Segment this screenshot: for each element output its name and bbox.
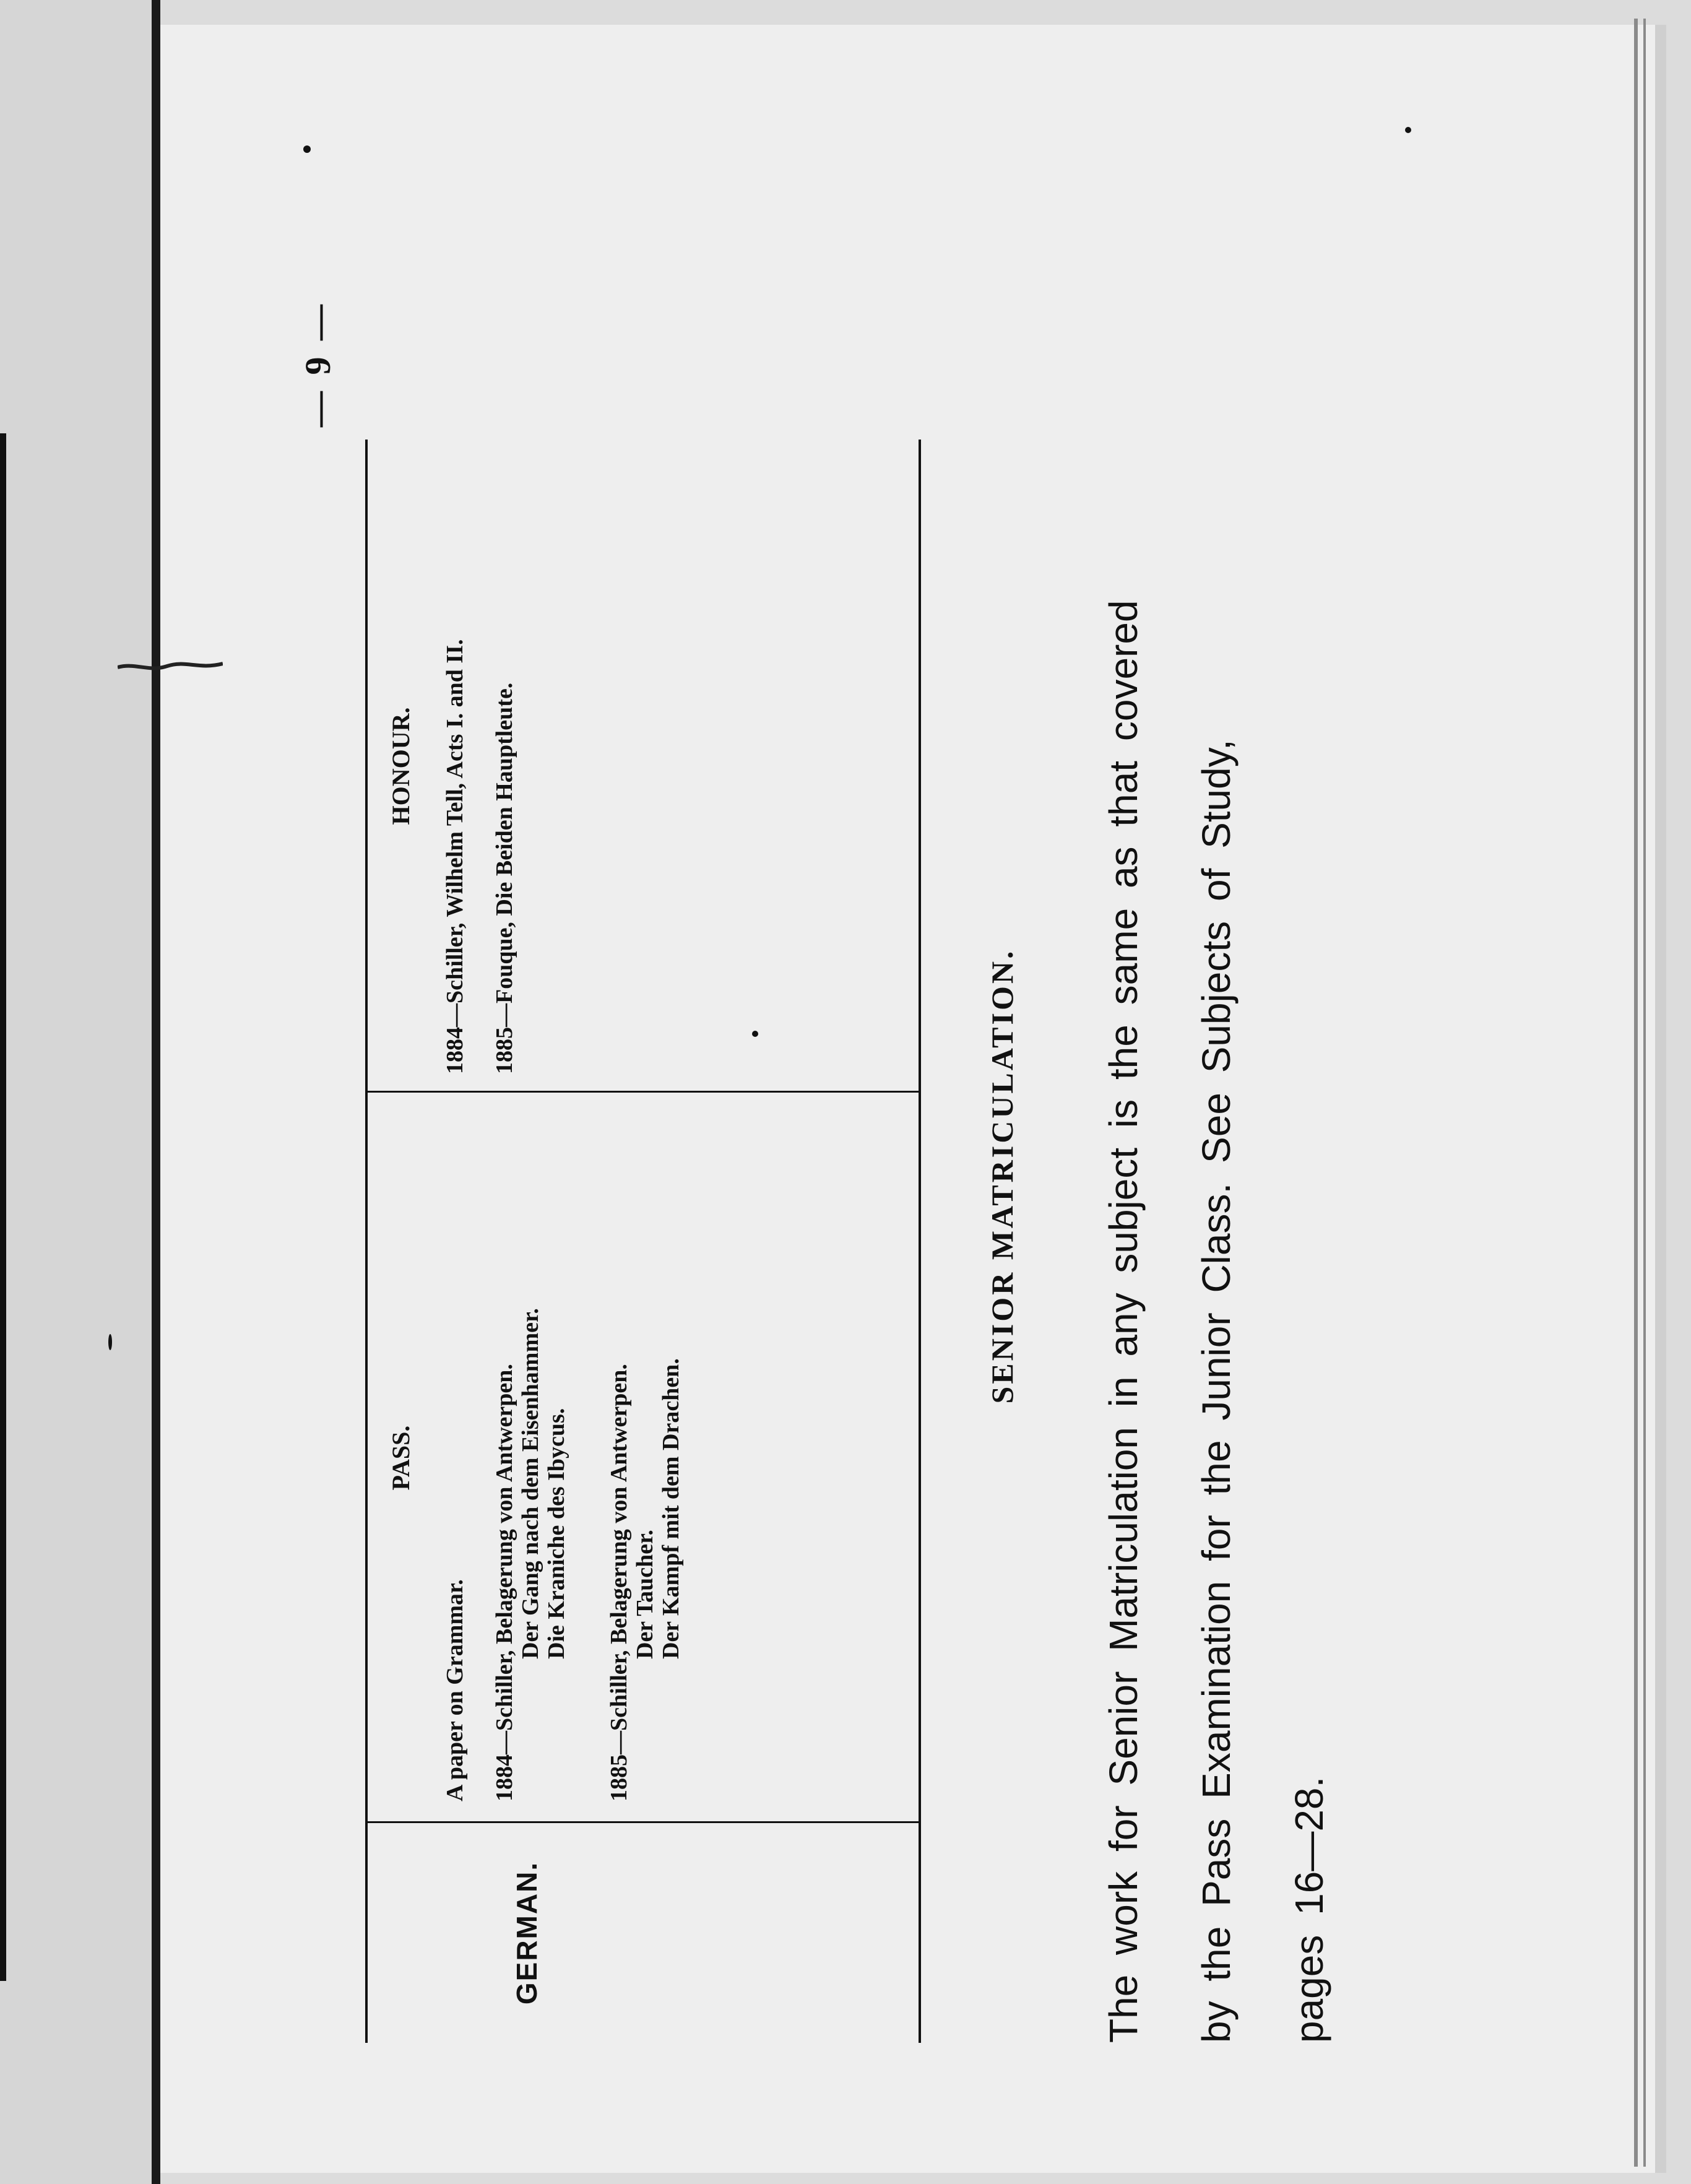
pass-entry bbox=[606, 1358, 684, 1801]
pass-entry-line: Der Taucher. bbox=[632, 1529, 658, 1659]
pass-heading: PASS. bbox=[387, 1425, 415, 1491]
honour-entry: 1885—Fouque, Die Beiden Hauptleute. bbox=[491, 682, 517, 1074]
paragraph-line: by the Pass Examination for the Junior Class. See Subjects of Study, bbox=[1194, 739, 1239, 2043]
pass-entry-line: Die Kraniche des Ibycus. bbox=[543, 1408, 569, 1659]
ink-speck bbox=[303, 145, 311, 153]
page-number: — 9 — bbox=[298, 301, 338, 427]
ink-speck bbox=[1405, 127, 1411, 133]
paragraph-line: The work for Senior Matriculation in any subject is the same as that covered bbox=[1101, 600, 1146, 2043]
pass-entry-line: Der Kampf mit dem Drachen. bbox=[658, 1358, 684, 1659]
subject-label: GERMAN. bbox=[511, 1861, 543, 2005]
section-title: SENIOR MATRICULATION. bbox=[985, 948, 1019, 1404]
pass-entry bbox=[491, 1308, 569, 1801]
pass-entry-line: Der Gang nach dem Eisenhammer. bbox=[517, 1308, 543, 1659]
ink-speck bbox=[108, 1334, 112, 1350]
pass-entry bbox=[442, 1579, 468, 1801]
honour-entry: 1884—Schiller, Wilhelm Tell, Acts I. and II. bbox=[442, 639, 468, 1074]
pass-entry-line: 1884—Schiller, Belagerung von Antwerpen. bbox=[491, 1364, 517, 1801]
pass-column bbox=[368, 1091, 919, 1823]
page-content bbox=[297, 248, 1690, 2105]
binding-line bbox=[0, 433, 6, 1981]
pass-entry-line: A paper on Grammar. bbox=[442, 1579, 468, 1801]
german-course-table bbox=[365, 440, 921, 2043]
honour-column bbox=[368, 440, 919, 1093]
subject-column bbox=[368, 1821, 919, 2043]
body-paragraph bbox=[1077, 409, 1356, 2043]
honour-heading: HONOUR. bbox=[387, 707, 415, 825]
binding-thread bbox=[118, 656, 223, 675]
previous-page-edge bbox=[0, 0, 160, 2184]
paragraph-line: pages 16—28. bbox=[1287, 1776, 1331, 2043]
pass-entry-line: 1885—Schiller, Belagerung von Antwerpen. bbox=[606, 1364, 632, 1801]
